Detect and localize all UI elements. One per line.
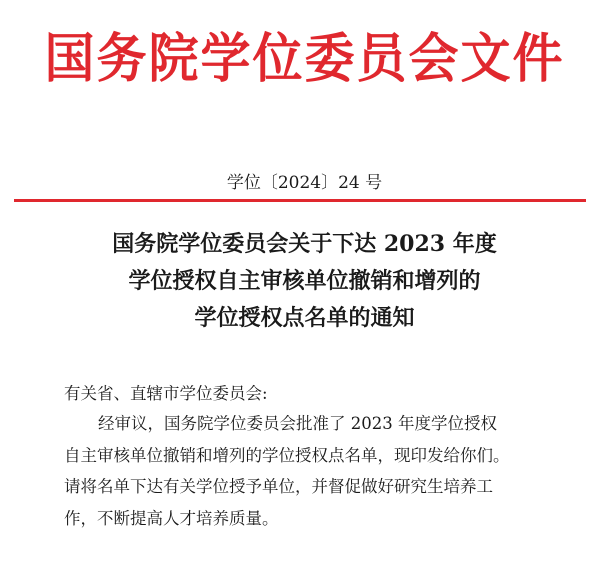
body-paragraph [64, 408, 574, 534]
title-line-1: 国务院学位委员会关于下达 2023 年度 [112, 231, 497, 257]
salutation: 有关省、直辖市学位委员会: [64, 384, 268, 403]
document-title [0, 226, 609, 337]
title-line-2: 学位授权自主审核单位撤销和增列的 [128, 268, 481, 294]
document-number: 学位〔2024〕24 号 [226, 173, 383, 193]
title-line-3: 学位授权点名单的通知 [194, 305, 415, 331]
body-line-2: 自主审核单位撤销和增列的学位授权点名单，现印发给你们。 [64, 445, 510, 465]
body-line-4: 作，不断提高人才培养质量。 [64, 508, 279, 528]
masthead-title: 国务院学位委员会文件 [44, 26, 565, 89]
body-line-3: 请将名单下达有关学位授予单位，并督促做好研究生培养工 [64, 477, 493, 496]
red-divider-line [14, 199, 586, 202]
body-line-1: 经审议，国务院学位委员会批准了 2023 年度学位授权 [98, 414, 497, 433]
